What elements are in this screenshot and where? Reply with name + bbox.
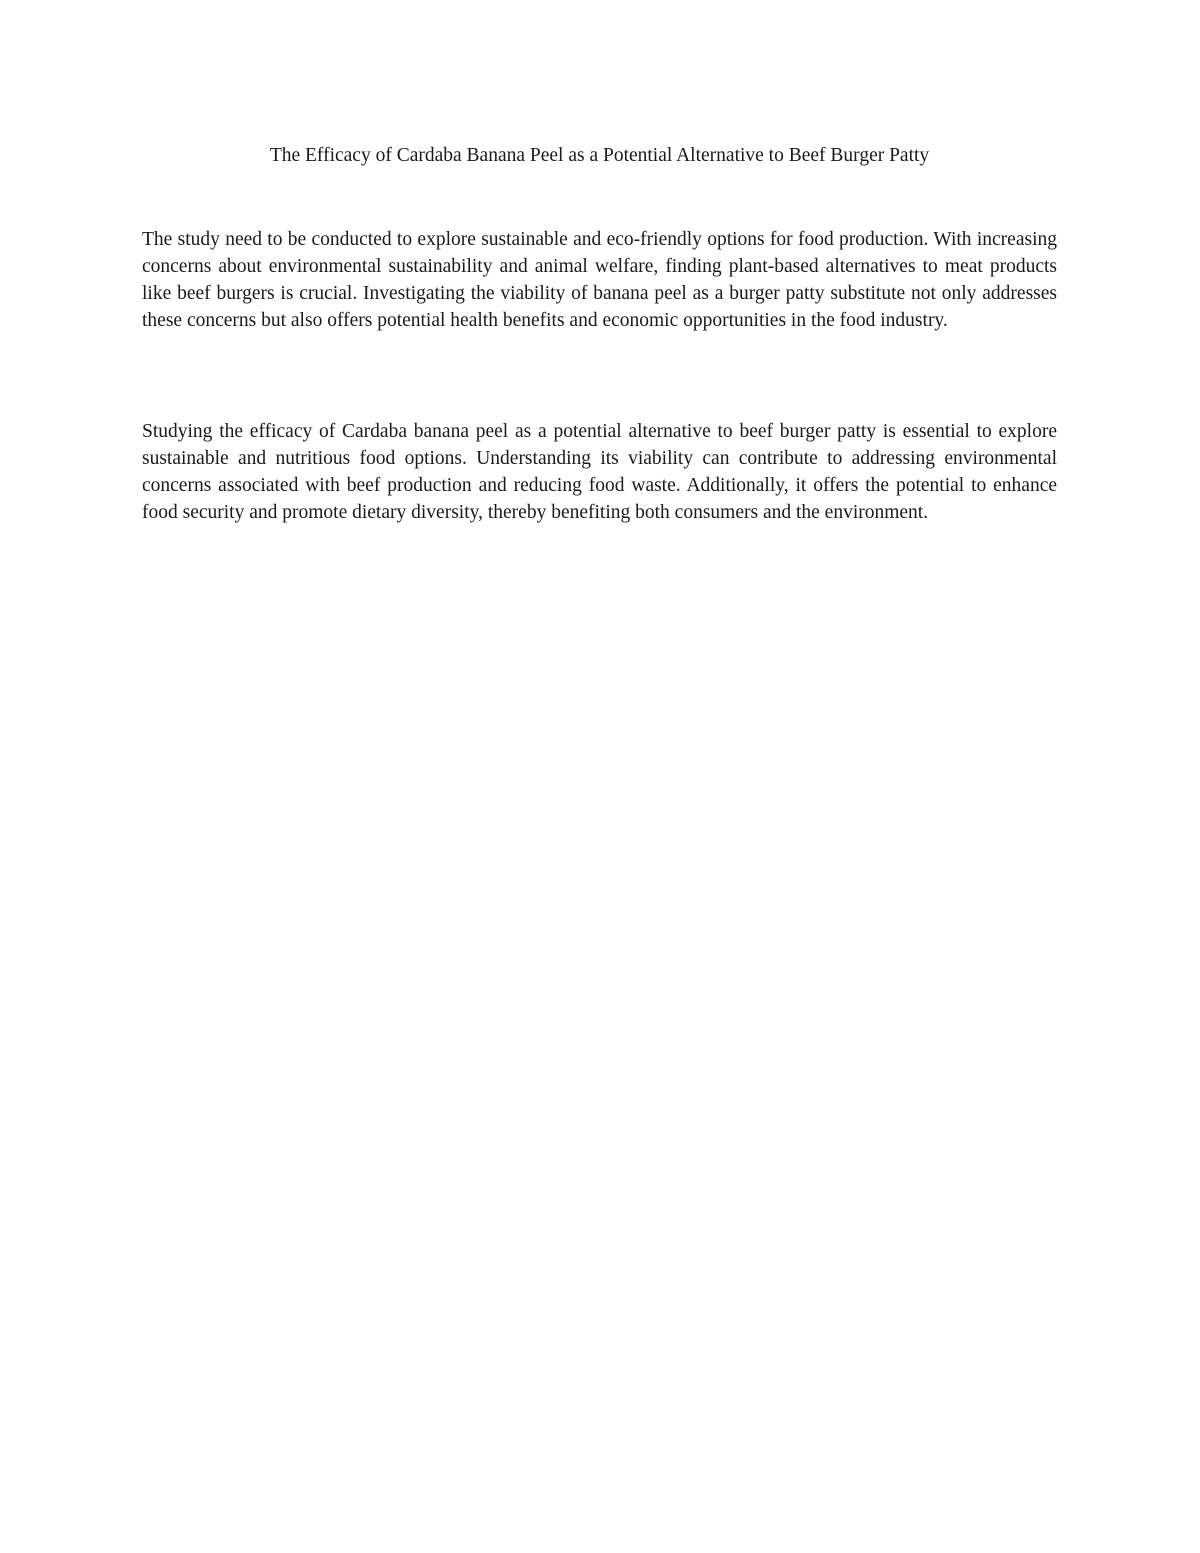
document-title: The Efficacy of Cardaba Banana Peel as a Potential Alternative to Beef Burger Patty bbox=[269, 145, 930, 166]
body-paragraph-1: The study need to be conducted to explore sustainable and eco-friendly options for food production. With increasing concerns about environmental sustainability and animal welfare, finding plant-based alternatives to meat products like beef burgers is crucial. Investigating the viability of banana peel as a burger patty substitute not only addresses these concerns but also offers potential health benefits and economic opportunities in the food industry. bbox=[142, 229, 1057, 331]
body-paragraph-2: Studying the efficacy of Cardaba banana peel as a potential alternative to beef burger patty is essential to explore sustainable and nutritious food options. Understanding its viability can contribute to addressing environmental concerns associated with beef production and reducing food waste. Additionally, it offers the potential to enhance food security and promote dietary diversity, thereby benefiting both consumers and the environment. bbox=[142, 421, 1057, 523]
